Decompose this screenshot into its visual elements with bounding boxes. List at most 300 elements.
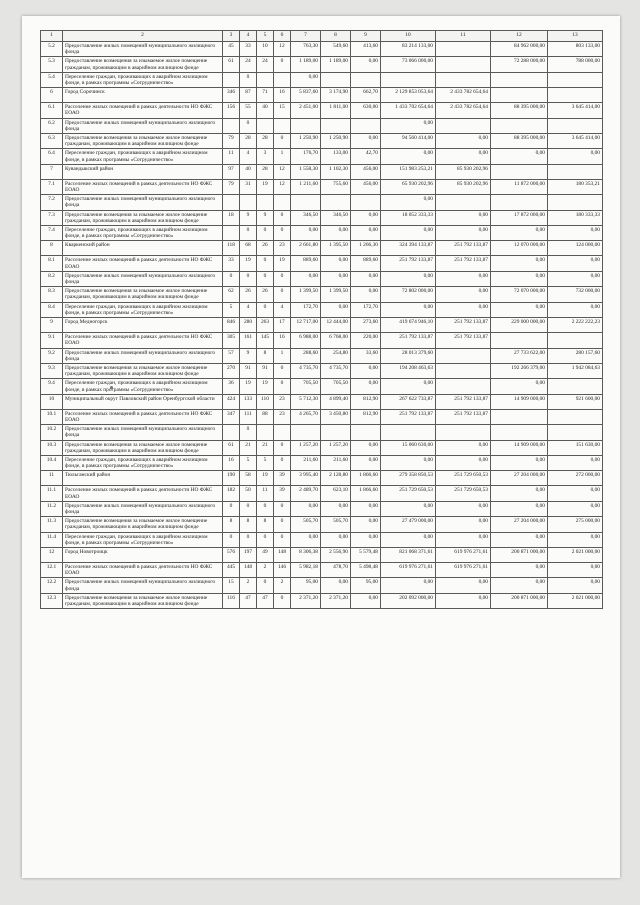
table-row xyxy=(41,88,603,103)
table-cell: 0,00 xyxy=(321,532,351,547)
table-cell: 305 xyxy=(223,333,240,348)
table-cell: 0,00 xyxy=(436,271,491,286)
table-cell: 111 xyxy=(240,409,257,424)
table-cell: 1 399,50 xyxy=(291,287,321,302)
table-cell: 0 xyxy=(274,532,291,547)
column-header: 8 xyxy=(321,31,351,42)
table-cell: 456,00 xyxy=(351,179,381,194)
table-cell xyxy=(257,425,274,440)
table-cell: 0,00 xyxy=(321,256,351,271)
row-description: Предоставление жилых помещений муниципального жилищного фонда xyxy=(63,348,223,363)
row-number: 6.1 xyxy=(41,103,63,118)
row-description: Предоставление жилых помещений муниципального жилищного фонда xyxy=(63,118,223,133)
table-cell: 0 xyxy=(274,363,291,378)
table-cell: 0,00 xyxy=(381,149,436,164)
table-cell: 0 xyxy=(257,302,274,317)
table-cell: 2 xyxy=(240,578,257,593)
table-cell: 42,70 xyxy=(351,149,381,164)
table-cell: 49 xyxy=(257,547,274,562)
document-page xyxy=(22,16,620,878)
table-cell: 3 645 414,00 xyxy=(548,134,603,149)
table-cell: 0 xyxy=(274,210,291,225)
table-cell: 619 976 271,61 xyxy=(436,547,491,562)
table-cell: 33 xyxy=(240,42,257,57)
table-cell: 2 556,90 xyxy=(321,547,351,562)
table-cell: 0,00 xyxy=(321,226,351,241)
table-cell: 0,00 xyxy=(351,57,381,72)
row-description: Предоставление возмещения за изымаемое жилое помещение гражданам, проживающим в аварийном жилищном фонде xyxy=(63,287,223,302)
table-cell: 17 872 000,00 xyxy=(491,210,548,225)
table-cell: 1 250,90 xyxy=(321,134,351,149)
table-cell: 0,00 xyxy=(436,532,491,547)
table-cell: 39 xyxy=(274,471,291,486)
table-cell: 0 xyxy=(274,501,291,516)
table-cell: 324 394 133,87 xyxy=(381,241,436,256)
table-cell: 1 266,30 xyxy=(351,241,381,256)
table-cell: 1 257,20 xyxy=(321,440,351,455)
table-cell: 413,60 xyxy=(351,42,381,57)
column-header: 4 xyxy=(240,31,257,42)
table-cell: 803 133,00 xyxy=(548,42,603,57)
table-cell: 5 579,48 xyxy=(351,547,381,562)
table-cell: 0,00 xyxy=(351,440,381,455)
table-cell: 0 xyxy=(274,455,291,470)
table-cell: 79 xyxy=(223,134,240,149)
table-cell: 87 xyxy=(240,88,257,103)
table-cell xyxy=(436,57,491,72)
table-cell: 0,00 xyxy=(381,578,436,593)
table-cell: 19 xyxy=(257,471,274,486)
table-cell: 5 837,60 xyxy=(291,88,321,103)
table-row xyxy=(41,562,603,577)
table-cell: 0,00 xyxy=(436,226,491,241)
table-cell: 0,00 xyxy=(548,562,603,577)
table-row xyxy=(41,241,603,256)
row-number: 9.1 xyxy=(41,333,63,348)
table-cell: 251 792 133,87 xyxy=(436,256,491,271)
table-cell: 61 xyxy=(223,57,240,72)
column-header: 5 xyxy=(257,31,274,42)
table-cell xyxy=(223,226,240,241)
row-description: Муниципальный округ Павловский район Оренбургской области xyxy=(63,394,223,409)
table-cell: 124 000,00 xyxy=(548,241,603,256)
table-cell: 15 xyxy=(274,103,291,118)
table-cell xyxy=(548,72,603,87)
table-cell: 197 xyxy=(240,547,257,562)
column-header: 13 xyxy=(548,31,603,42)
row-number: 11.2 xyxy=(41,501,63,516)
table-cell: 0,00 xyxy=(548,226,603,241)
table-cell: 0,00 xyxy=(381,501,436,516)
table-cell: 0 xyxy=(223,501,240,516)
table-cell: 505,70 xyxy=(291,517,321,532)
table-cell: 1 257,20 xyxy=(291,440,321,455)
table-cell: 55 xyxy=(240,103,257,118)
row-description: Переселение граждан, проживающих в аварийном жилищном фонде, в рамках программы «Сотрудничество» xyxy=(63,532,223,547)
table-cell xyxy=(491,195,548,210)
table-cell: 251 729 650,53 xyxy=(381,486,436,501)
table-cell: 0 xyxy=(274,134,291,149)
table-cell: 0,00 xyxy=(291,501,321,516)
row-description: Переселение граждан, проживающих в аварийном жилищном фонде, в рамках программы «Сотрудничество» xyxy=(63,226,223,241)
table-cell: 45 xyxy=(223,42,240,57)
table-cell xyxy=(491,333,548,348)
table-cell: 254,80 xyxy=(321,348,351,363)
table-cell: 148 xyxy=(274,547,291,562)
table-cell: 2 433 782 654,64 xyxy=(436,88,491,103)
table-cell: 419 674 946,10 xyxy=(381,318,436,333)
table-cell: 0,00 xyxy=(381,195,436,210)
table-cell: 88 395 000,00 xyxy=(491,103,548,118)
table-row xyxy=(41,210,603,225)
table-row xyxy=(41,379,603,394)
table-cell: 0,00 xyxy=(436,578,491,593)
table-cell: 0 xyxy=(257,578,274,593)
table-cell xyxy=(436,348,491,363)
table-cell: 0,00 xyxy=(291,271,321,286)
table-cell: 27 733 622,00 xyxy=(491,348,548,363)
table-cell: 19 xyxy=(240,256,257,271)
table-row xyxy=(41,256,603,271)
table-cell: 12 070 000,00 xyxy=(491,241,548,256)
row-description: Город Сорочинск xyxy=(63,88,223,103)
table-cell xyxy=(321,118,351,133)
row-number: 10 xyxy=(41,394,63,409)
table-cell: 19 xyxy=(240,379,257,394)
table-cell: 445 xyxy=(223,562,240,577)
table-cell: 2 661,80 xyxy=(291,241,321,256)
table-cell: 28 xyxy=(240,134,257,149)
table-cell: 0 xyxy=(274,287,291,302)
table-cell: 0,00 xyxy=(436,517,491,532)
table-cell: 1 399,50 xyxy=(321,287,351,302)
table-cell: 16 xyxy=(274,88,291,103)
row-number: 12.1 xyxy=(41,562,63,577)
row-number: 12 xyxy=(41,547,63,562)
row-description: Предоставление возмещения за изымаемое жилое помещение гражданам, проживающим в аварийном жилищном фонде xyxy=(63,440,223,455)
table-cell: 0,00 xyxy=(381,118,436,133)
table-cell: 24 xyxy=(240,57,257,72)
table-cell: 19 xyxy=(257,379,274,394)
table-cell: 4 xyxy=(274,302,291,317)
table-cell: 0 xyxy=(257,226,274,241)
table-cell: 0,00 xyxy=(491,379,548,394)
table-cell: 146 xyxy=(274,562,291,577)
table-cell xyxy=(291,118,321,133)
row-number: 8.4 xyxy=(41,302,63,317)
row-description: Предоставление жилых помещений муниципального жилищного фонда xyxy=(63,195,223,210)
table-cell: 23 xyxy=(274,409,291,424)
table-cell xyxy=(274,195,291,210)
table-cell: 5 xyxy=(240,455,257,470)
table-cell: 79 xyxy=(223,179,240,194)
table-cell: 5 xyxy=(257,455,274,470)
table-cell: 0,00 xyxy=(548,256,603,271)
table-cell: 630,00 xyxy=(351,103,381,118)
table-cell: 40 xyxy=(257,103,274,118)
table-cell xyxy=(548,164,603,179)
table-cell: 0,00 xyxy=(436,440,491,455)
table-cell: 72 070 000,00 xyxy=(491,287,548,302)
table-cell xyxy=(321,72,351,87)
table-cell: 2 021 000,00 xyxy=(548,593,603,608)
table-cell: 229 000 000,00 xyxy=(491,318,548,333)
row-number: 10.3 xyxy=(41,440,63,455)
table-cell: 85 930 202,96 xyxy=(436,179,491,194)
table-cell: 151 983 253,21 xyxy=(381,164,436,179)
table-row xyxy=(41,164,603,179)
table-cell: 21 xyxy=(257,440,274,455)
table-cell: 267 622 733,87 xyxy=(381,394,436,409)
table-cell: 21 xyxy=(240,440,257,455)
table-cell: 346,50 xyxy=(321,210,351,225)
table-cell: 8 xyxy=(223,517,240,532)
table-cell: 72 288 000,00 xyxy=(491,57,548,72)
table-cell: 0,00 xyxy=(436,455,491,470)
table-cell: 12 xyxy=(274,164,291,179)
table-body xyxy=(41,42,603,609)
table-cell: 1 211,60 xyxy=(291,179,321,194)
table-cell: 118 xyxy=(223,241,240,256)
table-cell: 6 988,00 xyxy=(291,333,321,348)
table-row xyxy=(41,409,603,424)
table-cell: 133 xyxy=(240,394,257,409)
table-cell: 61 xyxy=(223,440,240,455)
table-cell: 0,00 xyxy=(548,532,603,547)
table-cell: 2 433 782 654,64 xyxy=(436,103,491,118)
row-number: 9.2 xyxy=(41,348,63,363)
table-row xyxy=(41,333,603,348)
table-cell: 4 xyxy=(240,149,257,164)
table-cell: 347 xyxy=(223,409,240,424)
table-cell: 0,00 xyxy=(291,532,321,547)
table-cell: 182 xyxy=(223,486,240,501)
table-cell xyxy=(436,425,491,440)
table-cell: 145 xyxy=(257,333,274,348)
row-number: 8.2 xyxy=(41,271,63,286)
table-cell: 280 xyxy=(240,318,257,333)
table-cell: 0,00 xyxy=(491,226,548,241)
row-description: Предоставление возмещения за изымаемое жилое помещение гражданам, проживающим в аварийном жилищном фонде xyxy=(63,210,223,225)
table-cell: 273,60 xyxy=(351,318,381,333)
table-cell: 12 xyxy=(274,179,291,194)
table-cell: 3 995,40 xyxy=(291,471,321,486)
table-cell: 27 204 000,00 xyxy=(491,471,548,486)
table-cell: 0,00 xyxy=(351,501,381,516)
table-cell: 180 353,21 xyxy=(548,179,603,194)
column-header: 1 xyxy=(41,31,63,42)
table-cell xyxy=(321,195,351,210)
table-cell: 288,60 xyxy=(291,348,321,363)
table-cell: 12 xyxy=(274,42,291,57)
table-cell: 2 222 222,23 xyxy=(548,318,603,333)
table-row xyxy=(41,179,603,194)
table-row xyxy=(41,118,603,133)
table-cell: 0,00 xyxy=(436,134,491,149)
table-cell: 2 451,00 xyxy=(291,103,321,118)
table-cell xyxy=(223,118,240,133)
table-cell: 1 558,30 xyxy=(291,164,321,179)
table-cell: 0 xyxy=(274,226,291,241)
table-cell: 0,00 xyxy=(436,302,491,317)
table-cell: 2 129 853 053,64 xyxy=(381,88,436,103)
table-cell: 5 498,48 xyxy=(351,562,381,577)
table-cell xyxy=(274,118,291,133)
row-description: Расселение жилых помещений в рамках деятельности НО ФЖС ЕОАО xyxy=(63,179,223,194)
table-cell: 0 xyxy=(257,501,274,516)
table-cell: 3 645 414,00 xyxy=(548,103,603,118)
table-cell: 0,00 xyxy=(548,271,603,286)
table-cell: 1 866,60 xyxy=(351,471,381,486)
table-cell: 33,60 xyxy=(351,348,381,363)
table-cell: 0,00 xyxy=(381,302,436,317)
table-cell: 50 xyxy=(240,486,257,501)
row-description: Переселение граждан, проживающих в аварийном жилищном фонде, в рамках программы «Сотрудничество» xyxy=(63,302,223,317)
row-number: 5.2 xyxy=(41,42,63,57)
table-cell: 0,00 xyxy=(436,593,491,608)
table-row xyxy=(41,149,603,164)
table-cell: 26 xyxy=(257,287,274,302)
row-number: 8 xyxy=(41,241,63,256)
table-cell: 921 600,00 xyxy=(548,394,603,409)
row-number: 10.1 xyxy=(41,409,63,424)
table-cell: 0,00 xyxy=(491,532,548,547)
table-cell: 251 792 133,87 xyxy=(436,394,491,409)
table-cell: 9 xyxy=(240,348,257,363)
table-cell: 251 792 133,87 xyxy=(436,333,491,348)
table-cell: 28 013 379,60 xyxy=(381,348,436,363)
table-cell: 18 052 333,33 xyxy=(381,210,436,225)
table-cell: 280 157,60 xyxy=(548,348,603,363)
table-cell: 763,30 xyxy=(291,42,321,57)
table-row xyxy=(41,517,603,532)
table-cell: 28 xyxy=(257,134,274,149)
table-row xyxy=(41,425,603,440)
table-cell: 0,00 xyxy=(351,363,381,378)
table-cell: 0 xyxy=(274,517,291,532)
row-number: 9 xyxy=(41,318,63,333)
table-cell: 0,00 xyxy=(548,302,603,317)
table-cell: 0,00 xyxy=(548,578,603,593)
table-cell xyxy=(548,333,603,348)
table-cell: 0,00 xyxy=(351,226,381,241)
table-cell xyxy=(436,42,491,57)
row-number: 7 xyxy=(41,164,63,179)
table-cell: 211,60 xyxy=(291,455,321,470)
table-cell: 0,00 xyxy=(291,72,321,87)
table-row xyxy=(41,363,603,378)
table-cell: 0 xyxy=(240,72,257,87)
table-cell: 11 xyxy=(223,149,240,164)
table-cell: 40 xyxy=(240,164,257,179)
table-cell: 19 xyxy=(257,179,274,194)
table-cell: 0,00 xyxy=(548,455,603,470)
table-row xyxy=(41,42,603,57)
table-row xyxy=(41,455,603,470)
row-description: Предоставление возмещения за изымаемое жилое помещение гражданам, проживающим в аварийном жилищном фонде xyxy=(63,517,223,532)
row-description: Предоставление жилых помещений муниципального жилищного фонда xyxy=(63,42,223,57)
row-number: 12.2 xyxy=(41,578,63,593)
table-row xyxy=(41,72,603,87)
table-row xyxy=(41,195,603,210)
table-cell: 192 266 379,00 xyxy=(491,363,548,378)
table-cell: 846 xyxy=(223,318,240,333)
table-cell: 0 xyxy=(240,532,257,547)
table-cell: 0,00 xyxy=(351,379,381,394)
row-number: 7.1 xyxy=(41,179,63,194)
table-cell: 17 xyxy=(274,318,291,333)
table-cell: 15 060 630,00 xyxy=(381,440,436,455)
table-cell: 662,70 xyxy=(351,88,381,103)
row-number: 6.3 xyxy=(41,134,63,149)
table-cell: 0,00 xyxy=(381,226,436,241)
table-cell: 821 068 371,61 xyxy=(381,547,436,562)
row-description: Расселение жилых помещений в рамках деятельности НО ФЖС ЕОАО xyxy=(63,333,223,348)
table-cell: 10 xyxy=(257,42,274,57)
table-cell: 0,00 xyxy=(491,562,548,577)
table-cell: 0,00 xyxy=(321,302,351,317)
table-cell: 190 xyxy=(223,471,240,486)
table-cell xyxy=(548,379,603,394)
table-cell: 0,00 xyxy=(436,287,491,302)
table-cell: 4 xyxy=(240,302,257,317)
table-cell: 889,60 xyxy=(291,256,321,271)
table-cell: 0,00 xyxy=(491,149,548,164)
table-cell: 47 xyxy=(257,593,274,608)
table-cell: 15 xyxy=(223,578,240,593)
table-cell: 194 208 463,63 xyxy=(381,363,436,378)
table-cell xyxy=(436,72,491,87)
table-cell: 57 xyxy=(223,348,240,363)
table-cell: 180 333,33 xyxy=(548,210,603,225)
table-cell: 11 xyxy=(257,486,274,501)
table-cell: 0,00 xyxy=(548,149,603,164)
table-row xyxy=(41,394,603,409)
table-cell: 62 xyxy=(223,287,240,302)
row-description: Кваркенский район xyxy=(63,241,223,256)
table-cell: 812,90 xyxy=(351,409,381,424)
table-cell: 549,60 xyxy=(321,42,351,57)
table-cell: 11 872 000,00 xyxy=(491,179,548,194)
table-cell: 0 xyxy=(257,271,274,286)
table-cell: 346 xyxy=(223,88,240,103)
table-cell: 2 371,20 xyxy=(321,593,351,608)
table-cell: 85 930 202,96 xyxy=(436,164,491,179)
table-cell: 1 189,00 xyxy=(291,57,321,72)
table-cell: 36 xyxy=(223,379,240,394)
table-cell: 26 xyxy=(257,241,274,256)
table-row xyxy=(41,593,603,608)
table-cell: 619 976 271,61 xyxy=(436,562,491,577)
column-header: 11 xyxy=(436,31,491,42)
table-cell: 275 000,00 xyxy=(548,517,603,532)
table-cell: 65 930 202,96 xyxy=(381,179,436,194)
table-cell: 200 871 000,00 xyxy=(491,547,548,562)
table-cell xyxy=(351,118,381,133)
table-cell: 705,50 xyxy=(321,379,351,394)
column-header: 3 xyxy=(223,31,240,42)
table-cell: 270 xyxy=(223,363,240,378)
table-cell: 23 xyxy=(274,241,291,256)
table-cell: 12 717,00 xyxy=(291,318,321,333)
table-cell: 88 395 000,00 xyxy=(491,134,548,149)
row-description: Кувандыкский район xyxy=(63,164,223,179)
table-cell: 0,00 xyxy=(548,486,603,501)
table-cell: 16 xyxy=(223,455,240,470)
table-cell: 9 xyxy=(257,210,274,225)
table-cell: 5 xyxy=(223,302,240,317)
table-row xyxy=(41,57,603,72)
